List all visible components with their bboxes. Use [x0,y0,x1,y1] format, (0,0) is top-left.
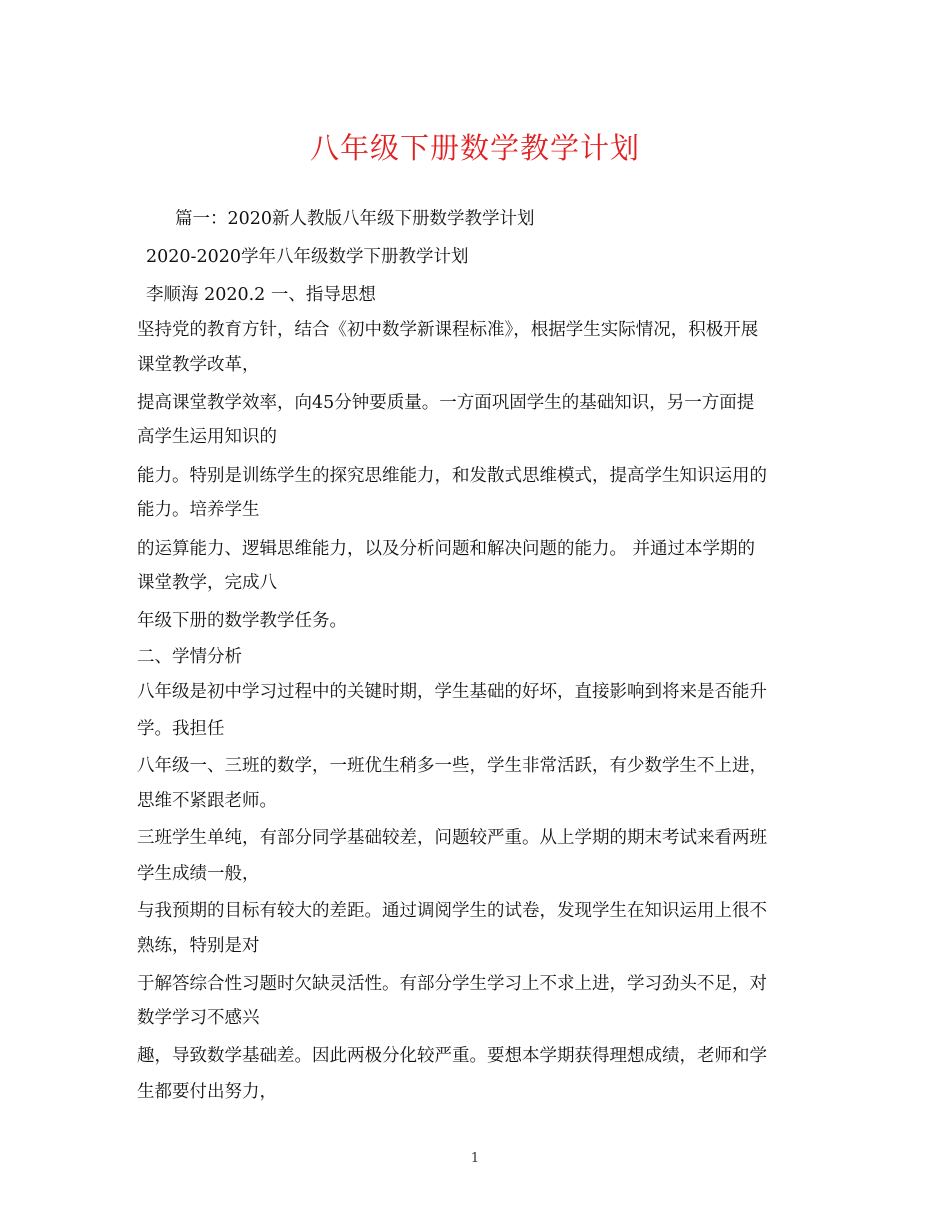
body-line: 学生成绩一般， [137,864,260,884]
body-line: 熟练，特别是对 [137,936,260,956]
body-line: 坚持党的教育方针，结合《初中数学新课程标准》，根据学生实际情况，积极开展 [137,320,759,340]
body-line: 能力。特别是训练学生的探究思维能力，和发散式思维模式，提高学生知识运用的 [137,466,767,486]
body-line: 李顺海 2020.2 一、指导思想 [146,285,376,305]
body-line: 八年级一、三班的数学，一班优生稍多一些，学生非常活跃，有少数学生不上进， [137,756,767,776]
body-line: 课堂教学改革， [137,355,260,375]
body-line: 能力。培养学生 [137,500,260,520]
body-line: 学。我担任 [137,719,225,739]
section-heading: 二、学情分析 [137,647,242,667]
body-line: 与我预期的目标有较大的差距。通过调阅学生的试卷，发现学生在知识运用上很不 [137,901,767,921]
body-line: 思维不紧跟老师。 [137,791,277,811]
body-line: 三班学生单纯，有部分同学基础较差，问题较严重。从上学期的期末考试来看两班 [137,828,767,848]
body-line: 年级下册的数学教学任务。 [137,611,347,631]
body-line: 数学学习不感兴 [137,1008,260,1028]
body-line: 高学生运用知识的 [137,427,277,447]
body-line: 生都要付出努力， [137,1082,277,1102]
body-line: 2020-2020学年八年级数学下册教学计划 [146,247,469,267]
page-number: 1 [470,1151,480,1166]
body-line: 篇一：2020新人教版八年级下册数学教学计划 [175,209,535,229]
body-line: 的运算能力、逻辑思维能力，以及分析问题和解决问题的能力。 并通过本学期的 [137,539,756,559]
body-line: 提高课堂教学效率，向45分钟要质量。一方面巩固学生的基础知识，另一方面提 [137,393,755,413]
body-line: 课堂教学，完成八 [137,573,277,593]
document-title: 八年级下册数学教学计划 [309,131,640,165]
body-line: 八年级是初中学习过程中的关键时期，学生基础的好坏，直接影响到将来是否能升 [137,682,767,702]
body-line: 趣，导致数学基础差。因此两极分化较严重。要想本学期获得理想成绩，老师和学 [137,1046,767,1066]
body-line: 于解答综合性习题时欠缺灵活性。有部分学生学习上不求上进，学习劲头不足，对 [137,974,767,994]
